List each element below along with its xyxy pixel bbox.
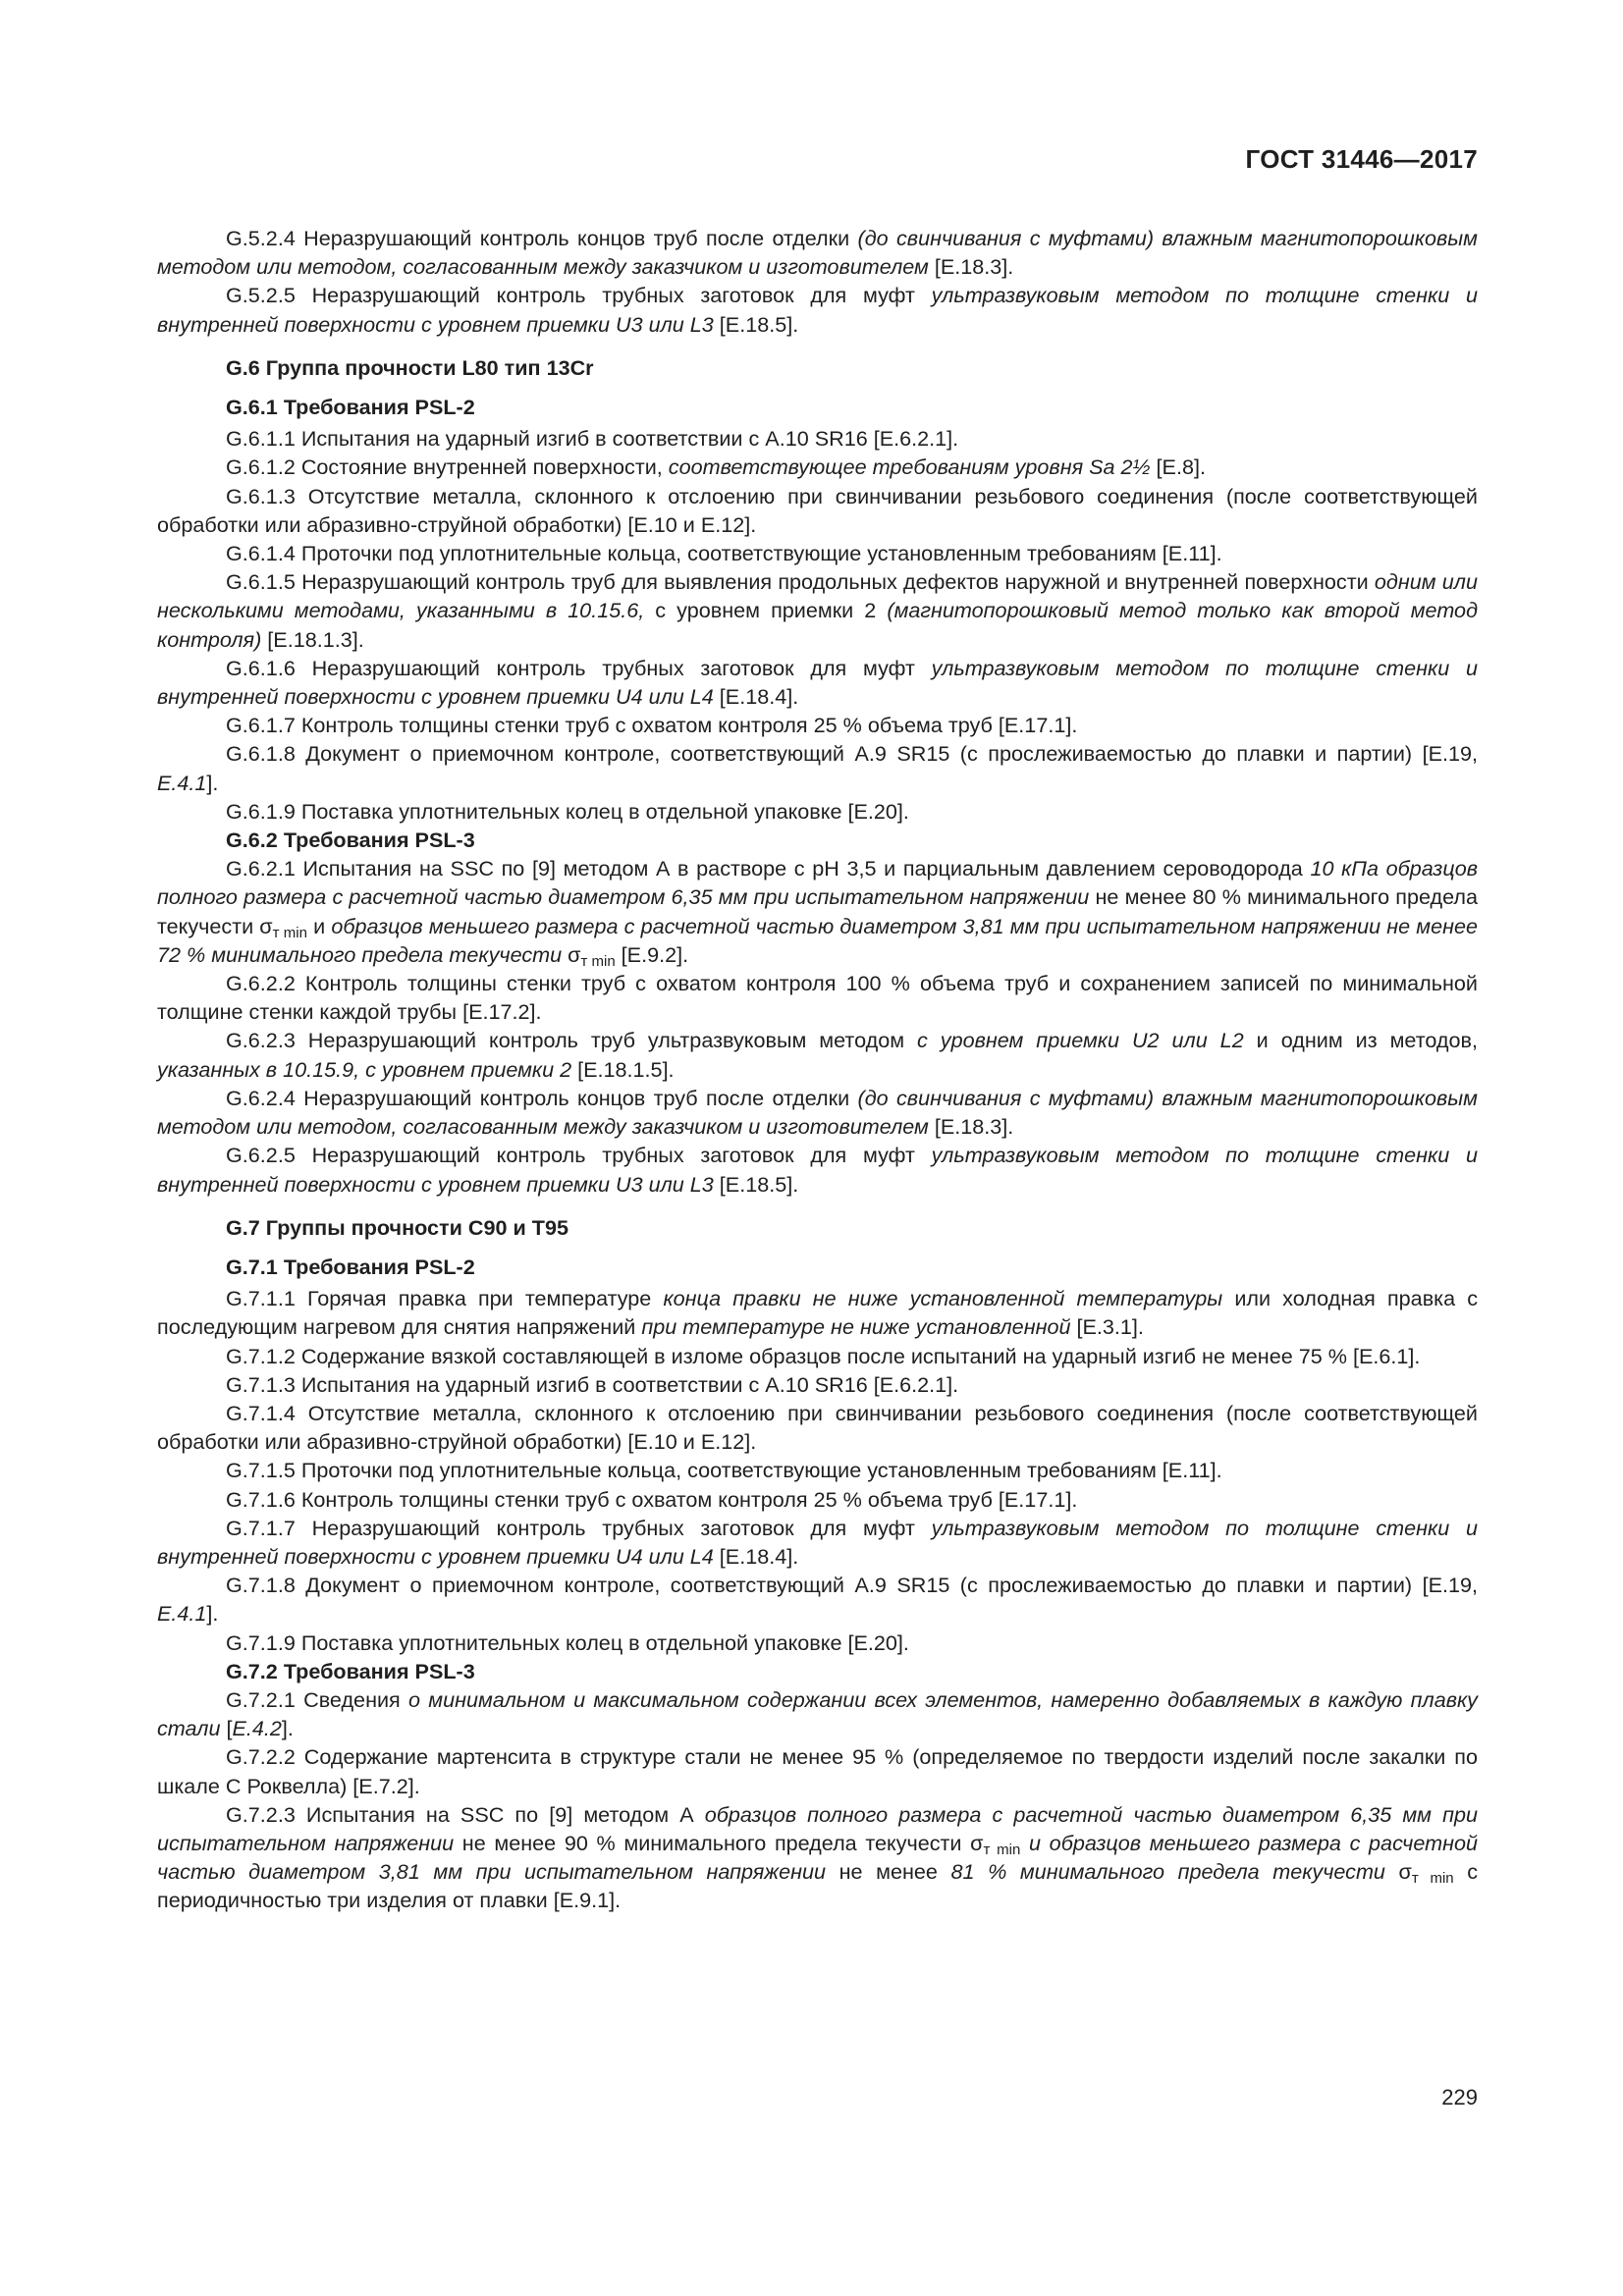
subsection-heading: G.7.1 Требования PSL-2 — [226, 1254, 475, 1279]
document-body — [157, 224, 1478, 1915]
paragraph: G.7.1.5 Проточки под уплотнительные кольца, соответствующие установленным требованиям [E.11]. — [226, 1458, 1222, 1483]
paragraph: G.6.2.3 Неразрушающий контроль труб ультразвуковым методом с уровнем приемки U2 или L2 и одним из методов, указанных в 10.15.9, с уровнем приемки 2 [E.18.1.5]. — [157, 1028, 1478, 1082]
paragraph: G.6.1.6 Неразрушающий контроль трубных заготовок для муфт ультразвуковым методом по толщине стенки и внутренней поверхности с уровнем приемки U4 или L4 [E.18.4]. — [157, 655, 1478, 710]
paragraph: G.7.1.2 Содержание вязкой составляющей в изломе образцов после испытаний на ударный изгиб не менее 75 % [E.6.1]. — [226, 1343, 1421, 1368]
paragraph: G.6.2.4 Неразрушающий контроль концов труб после отделки (до свинчивания с муфтами) влажным магнитопорошковым методом или методом, согласованным между заказчиком и изготовителем [E.18.3]. — [157, 1085, 1478, 1140]
page-number: 229 — [1441, 2085, 1478, 2109]
paragraph: G.6.1.2 Состояние внутренней поверхности, соответствующее требованиям уровня Sa 2½ [E.8]. — [226, 454, 1206, 480]
paragraph: G.6.1.8 Документ о приемочном контроле, соответствующий А.9 SR15 (с прослеживаемостью до плавки и партии) [E.19, E.4.1]. — [157, 741, 1478, 795]
paragraph: G.6.1.4 Проточки под уплотнительные кольца, соответствующие установленным требованиям [E.11]. — [226, 541, 1222, 566]
paragraph: G.5.2.5 Неразрушающий контроль трубных заготовок для муфт ультразвуковым методом по толщине стенки и внутренней поверхности с уровнем приемки U3 или L3 [E.18.5]. — [157, 283, 1478, 337]
paragraph: G.7.1.9 Поставка уплотнительных колец в отдельной упаковке [E.20]. — [226, 1629, 909, 1655]
paragraph: G.6.1.3 Отсутствие металла, склонного к отслоению при свинчивании резьбового соединения (после соответствующей обработки или абразивно-струйной обработки) [E.10 и E.12]. — [157, 483, 1478, 537]
paragraph: G.7.1.3 Испытания на ударный изгиб в соответствии с А.10 SR16 [E.6.2.1]. — [226, 1371, 959, 1397]
paragraph: G.6.1.7 Контроль толщины стенки труб с охватом контроля 25 % объема труб [E.17.1]. — [226, 713, 1078, 738]
subsection-heading: G.7.2 Требования PSL-3 — [226, 1658, 475, 1683]
paragraph: G.6.1.9 Поставка уплотнительных колец в отдельной упаковке [E.20]. — [226, 798, 909, 824]
paragraph: G.7.1.1 Горячая правка при температуре конца правки не ниже установленной температуры или холодная правка с последующим нагревом для снятия напряжений при температуре не ниже установленной [E.3.1]. — [157, 1286, 1479, 1340]
paragraph: G.6.2.5 Неразрушающий контроль трубных заготовок для муфт ультразвуковым методом по толщине стенки и внутренней поверхности с уровнем приемки U3 или L3 [E.18.5]. — [157, 1143, 1478, 1197]
paragraph: G.6.1.5 Неразрушающий контроль труб для выявления продольных дефектов наружной и внутренней поверхности одним или несколькими методами, указанными в 10.15.6, с уровнем приемки 2 (магнитопорошковый метод только как второй метод контроля) [E.18.1.3]. — [157, 569, 1479, 652]
paragraph: G.5.2.4 Неразрушающий контроль концов труб после отделки (до свинчивания с муфтами) влажным магнитопорошковым методом или методом, согласованным между заказчиком и изготовителем [E.18.3]. — [157, 226, 1478, 280]
paragraph: G.7.2.1 Сведения о минимальном и максимальном содержании всех элементов, намеренно добавляемых в каждую плавку стали [E.4.2]. — [157, 1686, 1478, 1741]
paragraph: G.7.1.8 Документ о приемочном контроле, соответствующий А.9 SR15 (с прослеживаемостью до плавки и партии) [E.19, E.4.1]. — [157, 1573, 1478, 1627]
subsection-heading: G.6.2 Требования PSL-3 — [226, 828, 475, 853]
paragraph: G.7.1.7 Неразрушающий контроль трубных заготовок для муфт ультразвуковым методом по толщине стенки и внутренней поверхности с уровнем приемки U4 или L4 [E.18.4]. — [157, 1515, 1478, 1569]
paragraph: G.7.1.6 Контроль толщины стенки труб с охватом контроля 25 % объема труб [E.17.1]. — [226, 1486, 1078, 1512]
section-heading: G.7 Группы прочности C90 и T95 — [226, 1214, 568, 1240]
paragraph: G.6.1.1 Испытания на ударный изгиб в соответствии с А.10 SR16 [E.6.2.1]. — [226, 426, 959, 452]
paragraph: G.7.2.2 Содержание мартенсита в структуре стали не менее 95 % (определяемое по твердости изделий после закалки по шкале С Роквелла) [E.7.2]. — [157, 1744, 1478, 1798]
subsection-heading: G.6.1 Требования PSL-2 — [226, 395, 475, 420]
section-heading: G.6 Группа прочности L80 тип 13Cr — [226, 354, 594, 380]
standard-header: ГОСТ 31446—2017 — [1245, 144, 1478, 174]
paragraph: G.6.2.2 Контроль толщины стенки труб с охватом контроля 100 % объема труб и сохранением записей по минимальной толщине стенки каждой трубы [E.17.2]. — [157, 971, 1478, 1025]
paragraph: G.7.2.3 Испытания на SSC по [9] методом А образцов полного размера с расчетной частью диаметром 6,35 мм при испытательном напряжении не менее 90 % минимального предела текучести $\sigma_{т min}$ и образцов меньшего размера с расчетной частью диаметром 3,81 мм при испытательном напряжении не менее 81 % минимального предела текучести $\sigma_{т min}$ с периодичностью три изделия от плавки [E.9.1]. — [157, 1801, 1478, 1913]
paragraph: G.6.2.1 Испытания на SSC по [9] методом А в растворе с pH 3,5 и парциальным давлением сероводорода 10 кПа образцов полного размера с расчетной частью диаметром 6,35 мм при испытательном напряжении не менее 80 % минимального предела текучести $\sigma_{т min}$ и образцов меньшего размера с расчетной частью диаметром 3,81 мм при испытательном напряжении не менее 72 % минимального предела текучести $\sigma_{т min}$ [E.9.2]. — [157, 856, 1479, 970]
paragraph: G.7.1.4 Отсутствие металла, склонного к отслоению при свинчивании резьбового соединения (после соответствующей обработки или абразивно-струйной обработки) [E.10 и E.12]. — [157, 1400, 1478, 1455]
